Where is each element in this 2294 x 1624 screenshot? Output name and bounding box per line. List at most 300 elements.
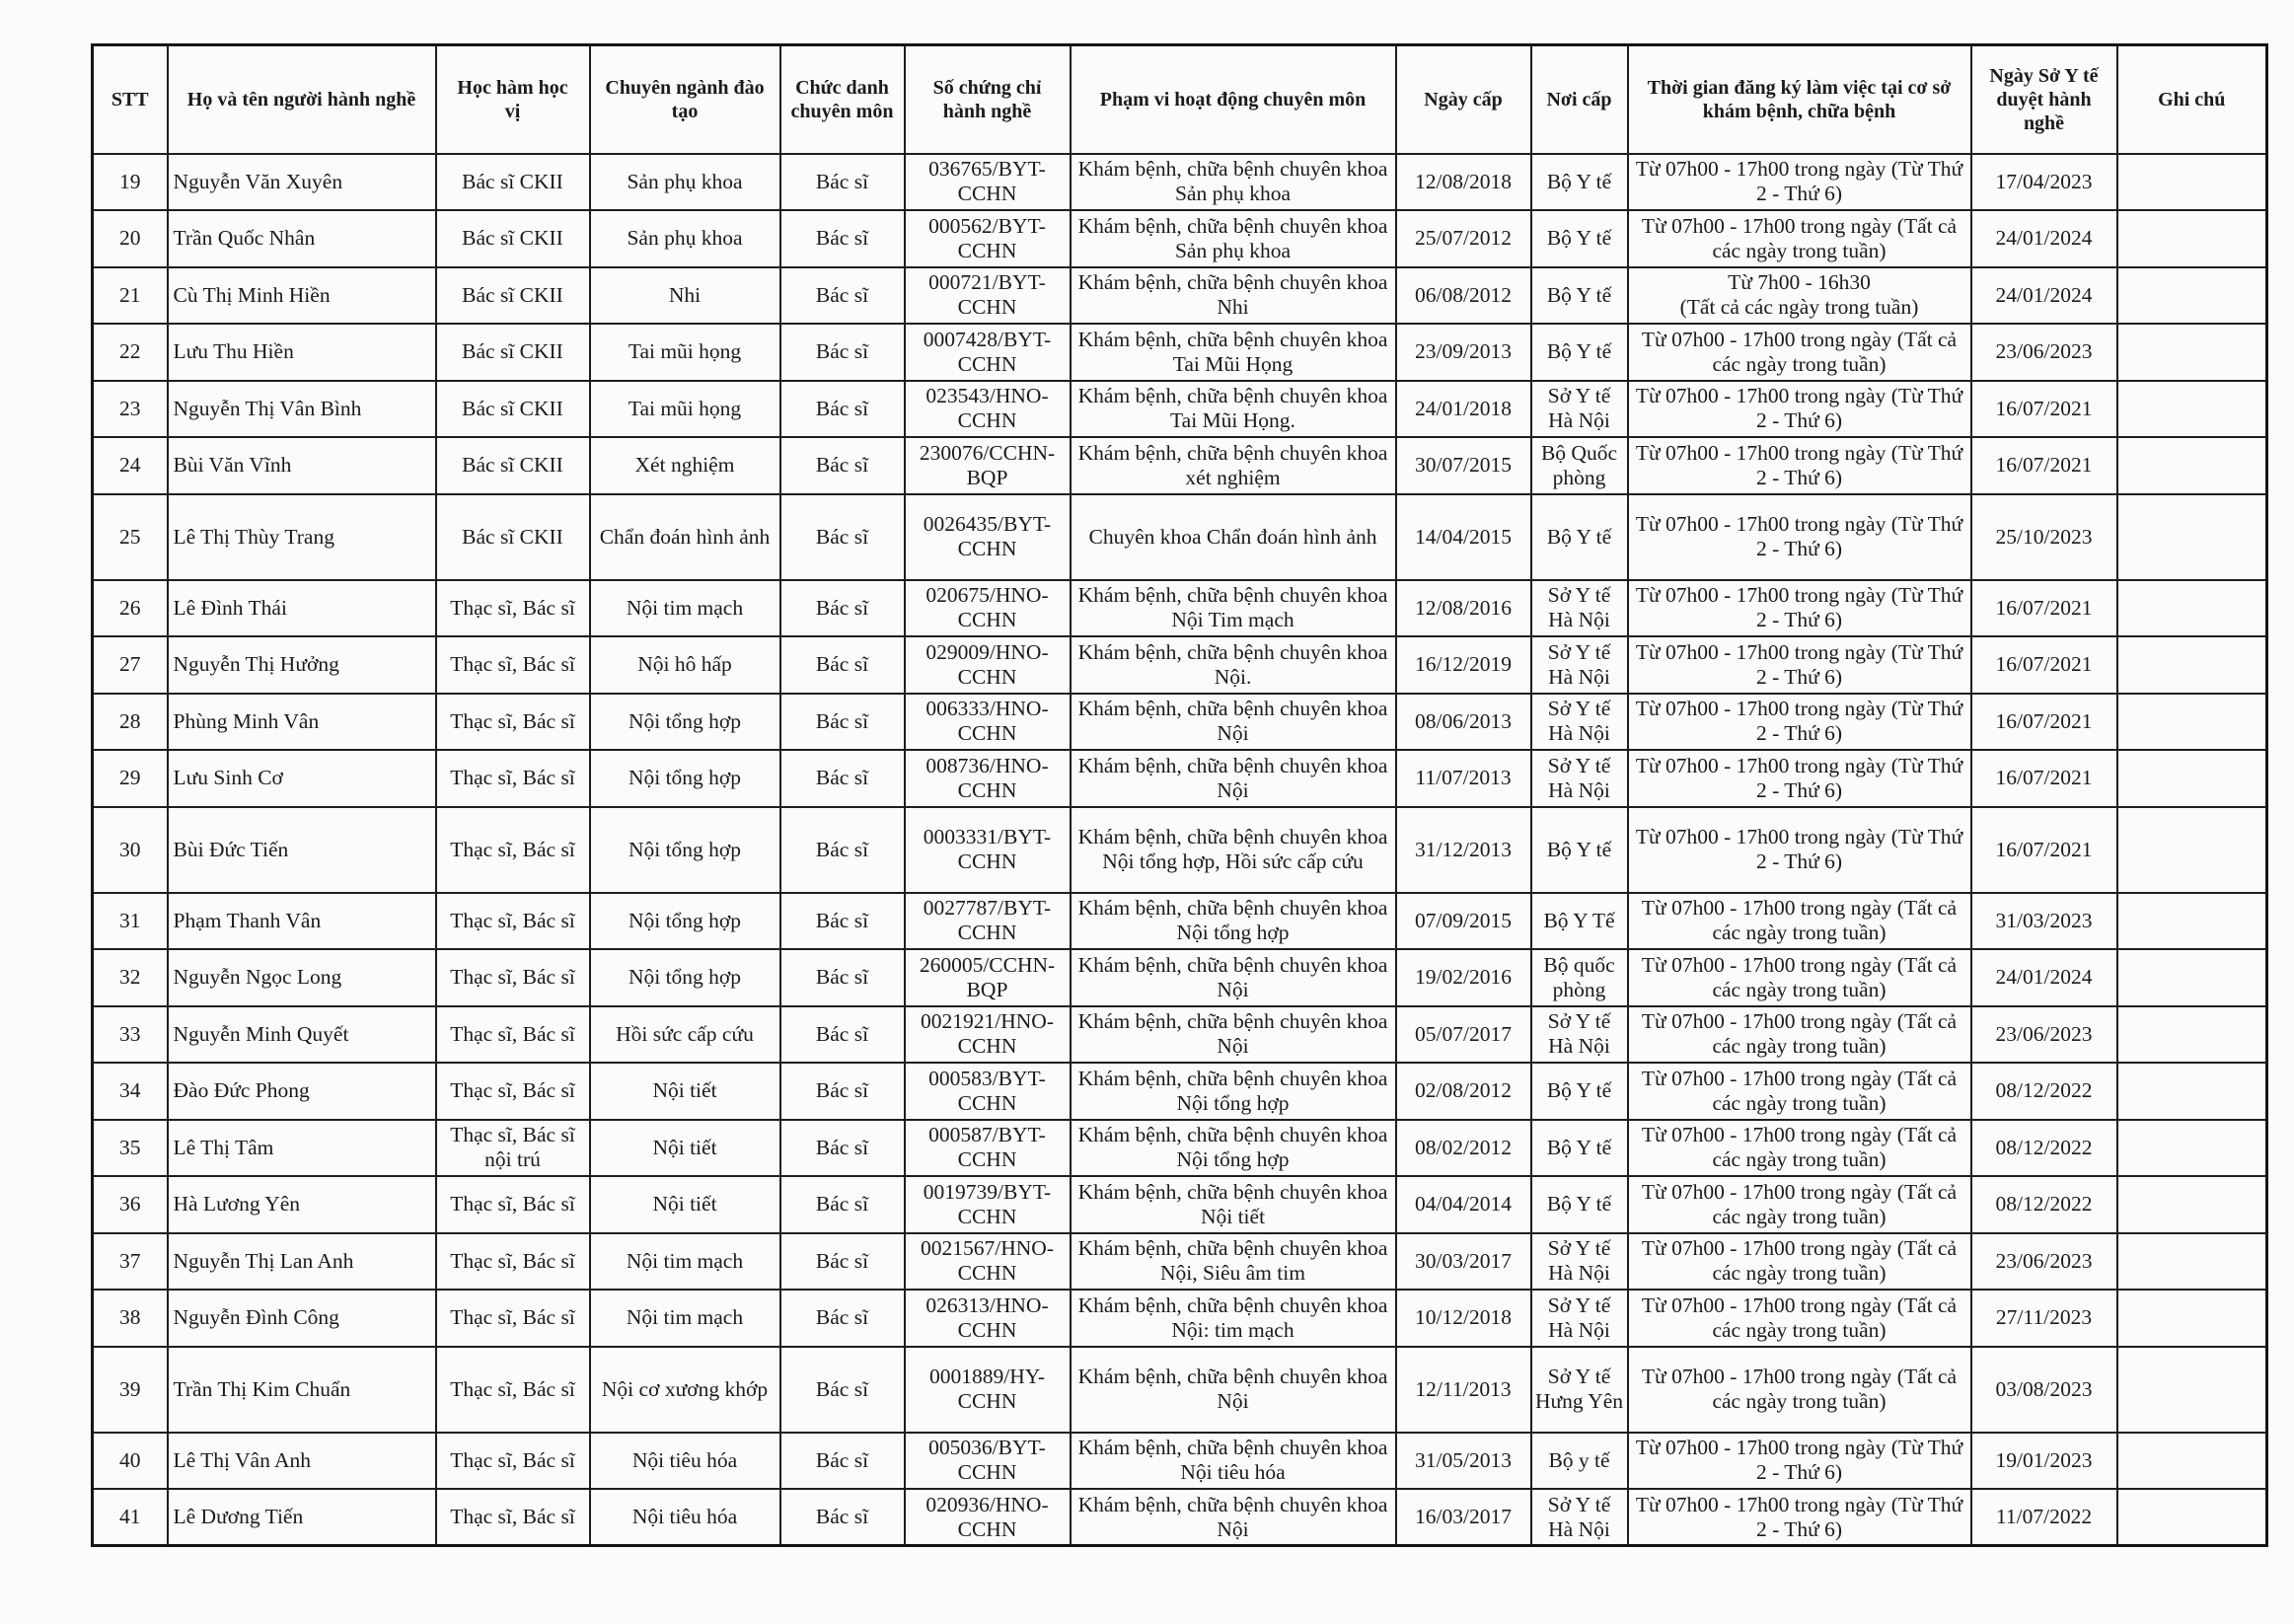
- cell-academic-degree: Thạc sĩ, Bác sĩ: [436, 694, 590, 751]
- cell-specialty: Sản phụ khoa: [590, 154, 780, 211]
- cell-academic-degree: Thạc sĩ, Bác sĩ: [436, 807, 590, 893]
- cell-practice-scope: Khám bệnh, chữa bệnh chuyên khoa xét nghiệm: [1071, 437, 1396, 494]
- cell-professional-title: Bác sĩ: [780, 694, 905, 751]
- cell-specialty: Tai mũi họng: [590, 324, 780, 381]
- cell-issue-date: 04/04/2014: [1396, 1176, 1531, 1233]
- cell-issue-date: 30/07/2015: [1396, 437, 1531, 494]
- cell-certificate-number: 0007428/BYT-CCHN: [905, 324, 1071, 381]
- cell-professional-title: Bác sĩ: [780, 210, 905, 267]
- cell-professional-title: Bác sĩ: [780, 1347, 905, 1433]
- table-row: [93, 1347, 2267, 1433]
- cell-stt: 33: [93, 1006, 168, 1064]
- cell-practitioner-name: Lê Thị Thùy Trang: [168, 494, 436, 580]
- table-row: [93, 1489, 2267, 1546]
- cell-note: [2117, 1290, 2267, 1347]
- cell-practitioner-name: Đào Đức Phong: [168, 1063, 436, 1120]
- table-row: [93, 1006, 2267, 1064]
- cell-academic-degree: Thạc sĩ, Bác sĩ: [436, 1347, 590, 1433]
- cell-academic-degree: Thạc sĩ, Bác sĩ: [436, 750, 590, 807]
- cell-practitioner-name: Trần Quốc Nhân: [168, 210, 436, 267]
- cell-note: [2117, 324, 2267, 381]
- cell-specialty: Xét nghiệm: [590, 437, 780, 494]
- cell-practice-scope: Khám bệnh, chữa bệnh chuyên khoa Nội: [1071, 694, 1396, 751]
- cell-practitioner-name: Nguyễn Thị Hưởng: [168, 636, 436, 694]
- cell-issue-date: 30/03/2017: [1396, 1233, 1531, 1291]
- header-note: Ghi chú: [2117, 45, 2267, 154]
- cell-practitioner-name: Nguyễn Ngọc Long: [168, 949, 436, 1006]
- cell-work-schedule: Từ 07h00 - 17h00 trong ngày (Tất cả các ngày trong tuần): [1628, 1233, 1971, 1291]
- cell-approval-date: 17/04/2023: [1971, 154, 2117, 211]
- cell-note: [2117, 1233, 2267, 1291]
- cell-specialty: Nội tiêu hóa: [590, 1433, 780, 1490]
- cell-practitioner-name: Nguyễn Minh Quyết: [168, 1006, 436, 1064]
- cell-specialty: Hồi sức cấp cứu: [590, 1006, 780, 1064]
- cell-work-schedule: Từ 07h00 - 17h00 trong ngày (Từ Thứ 2 - Thứ 6): [1628, 750, 1971, 807]
- table-row: [93, 381, 2267, 438]
- cell-practitioner-name: Nguyễn Văn Xuyên: [168, 154, 436, 211]
- cell-work-schedule: Từ 07h00 - 17h00 trong ngày (Từ Thứ 2 - Thứ 6): [1628, 494, 1971, 580]
- cell-practice-scope: Khám bệnh, chữa bệnh chuyên khoa Nội tiêu hóa: [1071, 1433, 1396, 1490]
- cell-issue-date: 11/07/2013: [1396, 750, 1531, 807]
- cell-practice-scope: Khám bệnh, chữa bệnh chuyên khoa Nội: [1071, 949, 1396, 1006]
- cell-certificate-number: 0019739/BYT-CCHN: [905, 1176, 1071, 1233]
- cell-practice-scope: Khám bệnh, chữa bệnh chuyên khoa Nội: [1071, 1347, 1396, 1433]
- cell-professional-title: Bác sĩ: [780, 1063, 905, 1120]
- cell-issue-date: 31/05/2013: [1396, 1433, 1531, 1490]
- cell-practitioner-name: Lê Thị Tâm: [168, 1120, 436, 1177]
- cell-stt: 21: [93, 267, 168, 325]
- cell-professional-title: Bác sĩ: [780, 893, 905, 950]
- cell-specialty: Nội tổng hợp: [590, 694, 780, 751]
- table-row: [93, 949, 2267, 1006]
- cell-academic-degree: Thạc sĩ, Bác sĩ: [436, 580, 590, 637]
- cell-practitioner-name: Phùng Minh Vân: [168, 694, 436, 751]
- cell-practitioner-name: Lê Đình Thái: [168, 580, 436, 637]
- cell-specialty: Nội tổng hợp: [590, 893, 780, 950]
- cell-stt: 29: [93, 750, 168, 807]
- cell-stt: 20: [93, 210, 168, 267]
- cell-issuing-authority: Bộ Y tế: [1531, 154, 1628, 211]
- cell-professional-title: Bác sĩ: [780, 636, 905, 694]
- cell-stt: 41: [93, 1489, 168, 1546]
- cell-work-schedule: Từ 07h00 - 17h00 trong ngày (Từ Thứ 2 - Thứ 6): [1628, 154, 1971, 211]
- cell-approval-date: 24/01/2024: [1971, 267, 2117, 325]
- cell-work-schedule: Từ 07h00 - 17h00 trong ngày (Từ Thứ 2 - Thứ 6): [1628, 807, 1971, 893]
- cell-issue-date: 07/09/2015: [1396, 893, 1531, 950]
- cell-certificate-number: 020936/HNO-CCHN: [905, 1489, 1071, 1546]
- cell-note: [2117, 1489, 2267, 1546]
- cell-issuing-authority: Sở Y tế Hà Nội: [1531, 580, 1628, 637]
- table-header: [93, 45, 2267, 154]
- cell-approval-date: 16/07/2021: [1971, 636, 2117, 694]
- cell-issue-date: 12/08/2016: [1396, 580, 1531, 637]
- cell-issuing-authority: Sở Y tế Hà Nội: [1531, 750, 1628, 807]
- table-row: [93, 1120, 2267, 1177]
- cell-work-schedule: Từ 07h00 - 17h00 trong ngày (Tất cả các ngày trong tuần): [1628, 1176, 1971, 1233]
- cell-issue-date: 08/02/2012: [1396, 1120, 1531, 1177]
- table-row: [93, 1176, 2267, 1233]
- cell-practice-scope: Khám bệnh, chữa bệnh chuyên khoa Sản phụ khoa: [1071, 210, 1396, 267]
- cell-academic-degree: Thạc sĩ, Bác sĩ nội trú: [436, 1120, 590, 1177]
- cell-professional-title: Bác sĩ: [780, 1120, 905, 1177]
- cell-issue-date: 10/12/2018: [1396, 1290, 1531, 1347]
- cell-issuing-authority: Bộ Y tế: [1531, 1063, 1628, 1120]
- cell-note: [2117, 893, 2267, 950]
- cell-note: [2117, 1120, 2267, 1177]
- cell-issue-date: 14/04/2015: [1396, 494, 1531, 580]
- cell-certificate-number: 036765/BYT-CCHN: [905, 154, 1071, 211]
- cell-certificate-number: 0003331/BYT-CCHN: [905, 807, 1071, 893]
- cell-specialty: Nội tổng hợp: [590, 807, 780, 893]
- cell-approval-date: 25/10/2023: [1971, 494, 2117, 580]
- cell-professional-title: Bác sĩ: [780, 949, 905, 1006]
- cell-academic-degree: Thạc sĩ, Bác sĩ: [436, 1233, 590, 1291]
- cell-practitioner-name: Bùi Văn Vĩnh: [168, 437, 436, 494]
- cell-practice-scope: Khám bệnh, chữa bệnh chuyên khoa Nội Tim mạch: [1071, 580, 1396, 637]
- table-row: [93, 636, 2267, 694]
- cell-practitioner-name: Bùi Đức Tiến: [168, 807, 436, 893]
- cell-practice-scope: Khám bệnh, chữa bệnh chuyên khoa Nội: tim mạch: [1071, 1290, 1396, 1347]
- cell-professional-title: Bác sĩ: [780, 154, 905, 211]
- cell-issue-date: 08/06/2013: [1396, 694, 1531, 751]
- table-row: [93, 750, 2267, 807]
- cell-approval-date: 19/01/2023: [1971, 1433, 2117, 1490]
- cell-certificate-number: 0027787/BYT-CCHN: [905, 893, 1071, 950]
- cell-stt: 28: [93, 694, 168, 751]
- cell-practice-scope: Khám bệnh, chữa bệnh chuyên khoa Nội: [1071, 1489, 1396, 1546]
- cell-approval-date: 24/01/2024: [1971, 949, 2117, 1006]
- cell-approval-date: 24/01/2024: [1971, 210, 2117, 267]
- cell-note: [2117, 210, 2267, 267]
- cell-professional-title: Bác sĩ: [780, 1176, 905, 1233]
- cell-work-schedule: Từ 07h00 - 17h00 trong ngày (Từ Thứ 2 - Thứ 6): [1628, 1433, 1971, 1490]
- cell-practice-scope: Chuyên khoa Chẩn đoán hình ảnh: [1071, 494, 1396, 580]
- cell-approval-date: 03/08/2023: [1971, 1347, 2117, 1433]
- cell-academic-degree: Bác sĩ CKII: [436, 210, 590, 267]
- header-certificate-number: Số chứng chỉ hành nghề: [905, 45, 1071, 154]
- cell-certificate-number: 000587/BYT-CCHN: [905, 1120, 1071, 1177]
- cell-academic-degree: Bác sĩ CKII: [436, 324, 590, 381]
- cell-academic-degree: Thạc sĩ, Bác sĩ: [436, 1290, 590, 1347]
- table-row: [93, 1433, 2267, 1490]
- cell-stt: 22: [93, 324, 168, 381]
- table-row: [93, 580, 2267, 637]
- cell-approval-date: 23/06/2023: [1971, 324, 2117, 381]
- cell-note: [2117, 1433, 2267, 1490]
- cell-practitioner-name: Cù Thị Minh Hiền: [168, 267, 436, 325]
- cell-professional-title: Bác sĩ: [780, 1233, 905, 1291]
- cell-practice-scope: Khám bệnh, chữa bệnh chuyên khoa Nội tổng hợp: [1071, 1120, 1396, 1177]
- table-row: [93, 893, 2267, 950]
- cell-practice-scope: Khám bệnh, chữa bệnh chuyên khoa Nội: [1071, 1006, 1396, 1064]
- cell-practice-scope: Khám bệnh, chữa bệnh chuyên khoa Tai Mũi Họng: [1071, 324, 1396, 381]
- cell-work-schedule: Từ 7h00 - 16h30 (Tất cả các ngày trong tuần): [1628, 267, 1971, 325]
- table-row: [93, 210, 2267, 267]
- cell-stt: 37: [93, 1233, 168, 1291]
- cell-practice-scope: Khám bệnh, chữa bệnh chuyên khoa Nội.: [1071, 636, 1396, 694]
- cell-practice-scope: Khám bệnh, chữa bệnh chuyên khoa Nhi: [1071, 267, 1396, 325]
- header-academic-degree: Học hàm học vị: [436, 45, 590, 154]
- cell-academic-degree: Thạc sĩ, Bác sĩ: [436, 1176, 590, 1233]
- cell-academic-degree: Thạc sĩ, Bác sĩ: [436, 1489, 590, 1546]
- cell-practitioner-name: Nguyễn Đình Công: [168, 1290, 436, 1347]
- cell-professional-title: Bác sĩ: [780, 267, 905, 325]
- cell-note: [2117, 949, 2267, 1006]
- cell-practitioner-name: Lê Dương Tiến: [168, 1489, 436, 1546]
- cell-stt: 24: [93, 437, 168, 494]
- header-practice-scope: Phạm vi hoạt động chuyên môn: [1071, 45, 1396, 154]
- cell-academic-degree: Thạc sĩ, Bác sĩ: [436, 1006, 590, 1064]
- header-issuing-authority: Nơi cấp: [1531, 45, 1628, 154]
- cell-stt: 40: [93, 1433, 168, 1490]
- cell-note: [2117, 636, 2267, 694]
- cell-certificate-number: 0001889/HY-CCHN: [905, 1347, 1071, 1433]
- cell-stt: 25: [93, 494, 168, 580]
- cell-note: [2117, 750, 2267, 807]
- cell-issue-date: 16/12/2019: [1396, 636, 1531, 694]
- cell-professional-title: Bác sĩ: [780, 580, 905, 637]
- cell-note: [2117, 437, 2267, 494]
- cell-certificate-number: 230076/CCHN-BQP: [905, 437, 1071, 494]
- cell-specialty: Sản phụ khoa: [590, 210, 780, 267]
- cell-note: [2117, 580, 2267, 637]
- cell-issuing-authority: Bộ Y tế: [1531, 807, 1628, 893]
- cell-note: [2117, 1006, 2267, 1064]
- cell-issuing-authority: Bộ quốc phòng: [1531, 949, 1628, 1006]
- header-work-schedule: Thời gian đăng ký làm việc tại cơ sở khám bệnh, chữa bệnh: [1628, 45, 1971, 154]
- cell-practice-scope: Khám bệnh, chữa bệnh chuyên khoa Nội, Siêu âm tim: [1071, 1233, 1396, 1291]
- cell-work-schedule: Từ 07h00 - 17h00 trong ngày (Tất cả các ngày trong tuần): [1628, 893, 1971, 950]
- table-row: [93, 324, 2267, 381]
- cell-work-schedule: Từ 07h00 - 17h00 trong ngày (Từ Thứ 2 - Thứ 6): [1628, 381, 1971, 438]
- cell-work-schedule: Từ 07h00 - 17h00 trong ngày (Tất cả các ngày trong tuần): [1628, 1120, 1971, 1177]
- cell-approval-date: 16/07/2021: [1971, 694, 2117, 751]
- cell-approval-date: 16/07/2021: [1971, 750, 2117, 807]
- cell-stt: 35: [93, 1120, 168, 1177]
- cell-practice-scope: Khám bệnh, chữa bệnh chuyên khoa Sản phụ khoa: [1071, 154, 1396, 211]
- cell-certificate-number: 020675/HNO-CCHN: [905, 580, 1071, 637]
- header-stt: STT: [93, 45, 168, 154]
- cell-specialty: Nội tiết: [590, 1176, 780, 1233]
- cell-work-schedule: Từ 07h00 - 17h00 trong ngày (Từ Thứ 2 - Thứ 6): [1628, 437, 1971, 494]
- cell-practitioner-name: Hà Lương Yên: [168, 1176, 436, 1233]
- cell-stt: 36: [93, 1176, 168, 1233]
- cell-stt: 19: [93, 154, 168, 211]
- cell-specialty: Nội tim mạch: [590, 1290, 780, 1347]
- table-row: [93, 437, 2267, 494]
- table-row: [93, 267, 2267, 325]
- cell-work-schedule: Từ 07h00 - 17h00 trong ngày (Tất cả các ngày trong tuần): [1628, 1006, 1971, 1064]
- header-row: [93, 45, 2267, 154]
- table-row: [93, 694, 2267, 751]
- cell-approval-date: 16/07/2021: [1971, 381, 2117, 438]
- cell-academic-degree: Bác sĩ CKII: [436, 437, 590, 494]
- cell-note: [2117, 1347, 2267, 1433]
- cell-approval-date: 27/11/2023: [1971, 1290, 2117, 1347]
- cell-practice-scope: Khám bệnh, chữa bệnh chuyên khoa Nội tiết: [1071, 1176, 1396, 1233]
- cell-issue-date: 19/02/2016: [1396, 949, 1531, 1006]
- cell-issue-date: 05/07/2017: [1396, 1006, 1531, 1064]
- cell-stt: 39: [93, 1347, 168, 1433]
- cell-academic-degree: Thạc sĩ, Bác sĩ: [436, 949, 590, 1006]
- cell-issue-date: 23/09/2013: [1396, 324, 1531, 381]
- cell-academic-degree: Bác sĩ CKII: [436, 154, 590, 211]
- cell-issuing-authority: Bộ Quốc phòng: [1531, 437, 1628, 494]
- cell-certificate-number: 029009/HNO-CCHN: [905, 636, 1071, 694]
- cell-issue-date: 31/12/2013: [1396, 807, 1531, 893]
- cell-note: [2117, 694, 2267, 751]
- cell-stt: 23: [93, 381, 168, 438]
- header-approval-date: Ngày Sở Y tế duyệt hành nghề: [1971, 45, 2117, 154]
- cell-work-schedule: Từ 07h00 - 17h00 trong ngày (Từ Thứ 2 - Thứ 6): [1628, 580, 1971, 637]
- cell-academic-degree: Bác sĩ CKII: [436, 267, 590, 325]
- table-row: [93, 1233, 2267, 1291]
- cell-practice-scope: Khám bệnh, chữa bệnh chuyên khoa Nội tổng hợp: [1071, 1063, 1396, 1120]
- cell-practitioner-name: Nguyễn Thị Lan Anh: [168, 1233, 436, 1291]
- cell-academic-degree: Thạc sĩ, Bác sĩ: [436, 1063, 590, 1120]
- cell-certificate-number: 008736/HNO-CCHN: [905, 750, 1071, 807]
- cell-issuing-authority: Bộ Y tế: [1531, 1176, 1628, 1233]
- cell-note: [2117, 1063, 2267, 1120]
- cell-practice-scope: Khám bệnh, chữa bệnh chuyên khoa Tai Mũi Họng.: [1071, 381, 1396, 438]
- cell-issuing-authority: Bộ Y tế: [1531, 1120, 1628, 1177]
- cell-practice-scope: Khám bệnh, chữa bệnh chuyên khoa Nội tổng hợp, Hồi sức cấp cứu: [1071, 807, 1396, 893]
- cell-specialty: Nội tiết: [590, 1063, 780, 1120]
- cell-certificate-number: 0021921/HNO-CCHN: [905, 1006, 1071, 1064]
- header-issue-date: Ngày cấp: [1396, 45, 1531, 154]
- cell-practice-scope: Khám bệnh, chữa bệnh chuyên khoa Nội tổng hợp: [1071, 893, 1396, 950]
- table-row: [93, 807, 2267, 893]
- cell-academic-degree: Bác sĩ CKII: [436, 381, 590, 438]
- cell-specialty: Nội tim mạch: [590, 580, 780, 637]
- cell-professional-title: Bác sĩ: [780, 324, 905, 381]
- cell-work-schedule: Từ 07h00 - 17h00 trong ngày (Tất cả các ngày trong tuần): [1628, 949, 1971, 1006]
- cell-stt: 38: [93, 1290, 168, 1347]
- cell-certificate-number: 000562/BYT-CCHN: [905, 210, 1071, 267]
- cell-certificate-number: 000721/BYT-CCHN: [905, 267, 1071, 325]
- table-row: [93, 1290, 2267, 1347]
- cell-practitioner-name: Lưu Thu Hiền: [168, 324, 436, 381]
- cell-note: [2117, 154, 2267, 211]
- cell-note: [2117, 494, 2267, 580]
- cell-issue-date: 02/08/2012: [1396, 1063, 1531, 1120]
- cell-specialty: Tai mũi họng: [590, 381, 780, 438]
- cell-note: [2117, 807, 2267, 893]
- table-row: [93, 1063, 2267, 1120]
- cell-professional-title: Bác sĩ: [780, 437, 905, 494]
- cell-issuing-authority: Sở Y tế Hà Nội: [1531, 1290, 1628, 1347]
- cell-academic-degree: Thạc sĩ, Bác sĩ: [436, 636, 590, 694]
- header-professional-title: Chức danh chuyên môn: [780, 45, 905, 154]
- cell-specialty: Chẩn đoán hình ảnh: [590, 494, 780, 580]
- cell-specialty: Nội tổng hợp: [590, 949, 780, 1006]
- cell-certificate-number: 005036/BYT-CCHN: [905, 1433, 1071, 1490]
- cell-approval-date: 08/12/2022: [1971, 1120, 2117, 1177]
- cell-practitioner-name: Lê Thị Vân Anh: [168, 1433, 436, 1490]
- cell-specialty: Nội cơ xương khớp: [590, 1347, 780, 1433]
- cell-stt: 26: [93, 580, 168, 637]
- cell-work-schedule: Từ 07h00 - 17h00 trong ngày (Tất cả các ngày trong tuần): [1628, 1347, 1971, 1433]
- table-row: [93, 494, 2267, 580]
- cell-stt: 31: [93, 893, 168, 950]
- cell-professional-title: Bác sĩ: [780, 1006, 905, 1064]
- cell-approval-date: 16/07/2021: [1971, 580, 2117, 637]
- table-body: [93, 154, 2267, 1546]
- practitioner-table: [91, 43, 2268, 1547]
- cell-work-schedule: Từ 07h00 - 17h00 trong ngày (Từ Thứ 2 - Thứ 6): [1628, 1489, 1971, 1546]
- cell-issue-date: 12/11/2013: [1396, 1347, 1531, 1433]
- cell-issuing-authority: Sở Y tế Hà Nội: [1531, 381, 1628, 438]
- cell-issuing-authority: Sở Y tế Hưng Yên: [1531, 1347, 1628, 1433]
- cell-approval-date: 16/07/2021: [1971, 437, 2117, 494]
- cell-work-schedule: Từ 07h00 - 17h00 trong ngày (Từ Thứ 2 - Thứ 6): [1628, 694, 1971, 751]
- cell-approval-date: 08/12/2022: [1971, 1063, 2117, 1120]
- cell-issue-date: 25/07/2012: [1396, 210, 1531, 267]
- cell-approval-date: 23/06/2023: [1971, 1233, 2117, 1291]
- cell-issuing-authority: Sở Y tế Hà Nội: [1531, 1006, 1628, 1064]
- cell-issuing-authority: Bộ Y tế: [1531, 324, 1628, 381]
- cell-specialty: Nội tim mạch: [590, 1233, 780, 1291]
- cell-work-schedule: Từ 07h00 - 17h00 trong ngày (Từ Thứ 2 - Thứ 6): [1628, 636, 1971, 694]
- cell-issuing-authority: Sở Y tế Hà Nội: [1531, 1489, 1628, 1546]
- cell-issue-date: 16/03/2017: [1396, 1489, 1531, 1546]
- cell-approval-date: 08/12/2022: [1971, 1176, 2117, 1233]
- cell-practice-scope: Khám bệnh, chữa bệnh chuyên khoa Nội: [1071, 750, 1396, 807]
- cell-certificate-number: 006333/HNO-CCHN: [905, 694, 1071, 751]
- cell-note: [2117, 267, 2267, 325]
- cell-note: [2117, 1176, 2267, 1233]
- cell-academic-degree: Bác sĩ CKII: [436, 494, 590, 580]
- cell-stt: 27: [93, 636, 168, 694]
- cell-specialty: Nhi: [590, 267, 780, 325]
- cell-specialty: Nội hô hấp: [590, 636, 780, 694]
- cell-specialty: Nội tiết: [590, 1120, 780, 1177]
- cell-professional-title: Bác sĩ: [780, 1433, 905, 1490]
- cell-issuing-authority: Bộ Y Tế: [1531, 893, 1628, 950]
- cell-stt: 30: [93, 807, 168, 893]
- cell-stt: 32: [93, 949, 168, 1006]
- cell-professional-title: Bác sĩ: [780, 494, 905, 580]
- cell-certificate-number: 0026435/BYT-CCHN: [905, 494, 1071, 580]
- cell-issuing-authority: Sở Y tế Hà Nội: [1531, 694, 1628, 751]
- cell-academic-degree: Thạc sĩ, Bác sĩ: [436, 1433, 590, 1490]
- cell-professional-title: Bác sĩ: [780, 381, 905, 438]
- cell-work-schedule: Từ 07h00 - 17h00 trong ngày (Tất cả các ngày trong tuần): [1628, 1063, 1971, 1120]
- cell-professional-title: Bác sĩ: [780, 1489, 905, 1546]
- cell-work-schedule: Từ 07h00 - 17h00 trong ngày (Tất cả các ngày trong tuần): [1628, 1290, 1971, 1347]
- cell-academic-degree: Thạc sĩ, Bác sĩ: [436, 893, 590, 950]
- cell-certificate-number: 260005/CCHN-BQP: [905, 949, 1071, 1006]
- cell-issue-date: 06/08/2012: [1396, 267, 1531, 325]
- cell-approval-date: 11/07/2022: [1971, 1489, 2117, 1546]
- cell-note: [2117, 381, 2267, 438]
- cell-approval-date: 23/06/2023: [1971, 1006, 2117, 1064]
- cell-certificate-number: 023543/HNO-CCHN: [905, 381, 1071, 438]
- cell-certificate-number: 026313/HNO-CCHN: [905, 1290, 1071, 1347]
- cell-issuing-authority: Sở Y tế Hà Nội: [1531, 636, 1628, 694]
- header-practitioner-name: Họ và tên người hành nghề: [168, 45, 436, 154]
- cell-specialty: Nội tổng hợp: [590, 750, 780, 807]
- cell-work-schedule: Từ 07h00 - 17h00 trong ngày (Tất cả các ngày trong tuần): [1628, 210, 1971, 267]
- header-specialty: Chuyên ngành đào tạo: [590, 45, 780, 154]
- cell-specialty: Nội tiêu hóa: [590, 1489, 780, 1546]
- cell-approval-date: 16/07/2021: [1971, 807, 2117, 893]
- cell-professional-title: Bác sĩ: [780, 1290, 905, 1347]
- cell-practitioner-name: Nguyễn Thị Vân Bình: [168, 381, 436, 438]
- cell-issuing-authority: Bộ Y tế: [1531, 210, 1628, 267]
- cell-issue-date: 24/01/2018: [1396, 381, 1531, 438]
- cell-approval-date: 31/03/2023: [1971, 893, 2117, 950]
